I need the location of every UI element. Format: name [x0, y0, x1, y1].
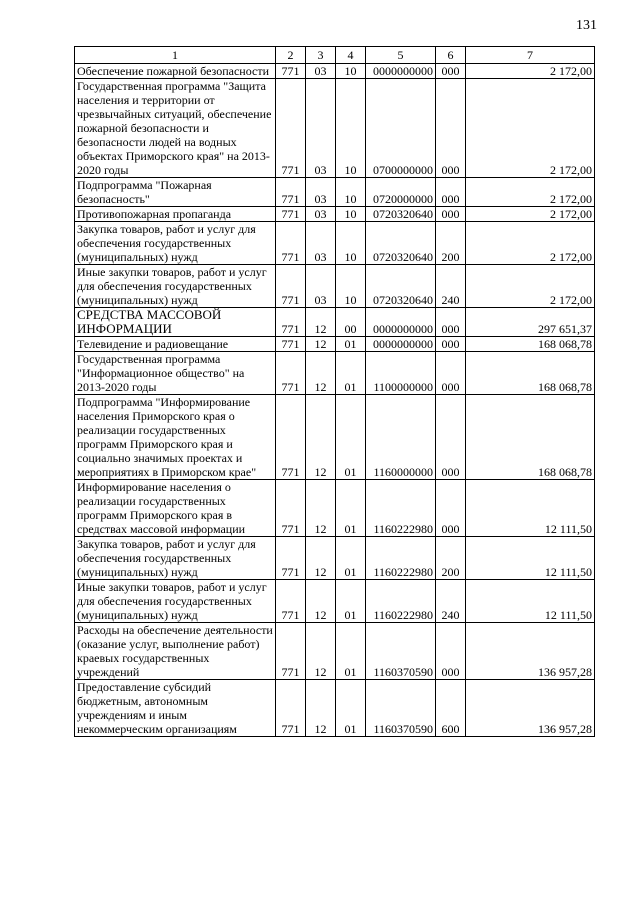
header-col-5: 5: [366, 47, 436, 64]
row-expense-type: 000: [436, 64, 466, 79]
header-col-7: 7: [466, 47, 595, 64]
header-col-2: 2: [276, 47, 306, 64]
row-sum: 136 957,28: [466, 623, 595, 680]
row-subsection-code: 10: [336, 207, 366, 222]
row-expense-type: 000: [436, 480, 466, 537]
row-sum: 12 111,50: [466, 480, 595, 537]
row-ved-code: 771: [276, 352, 306, 395]
row-name: Подпрограмма "Пожарная безопасность": [75, 178, 276, 207]
row-ved-code: 771: [276, 537, 306, 580]
row-ved-code: 771: [276, 395, 306, 480]
row-target-article: 1160370590: [366, 623, 436, 680]
table-row: [75, 79, 595, 178]
row-subsection-code: 01: [336, 352, 366, 395]
row-name: Телевидение и радиовещание: [75, 337, 276, 352]
row-sum: 2 172,00: [466, 265, 595, 308]
row-name: Закупка товаров, работ и услуг для обеспечения государственных (муниципальных) нужд: [75, 222, 276, 265]
row-subsection-code: 10: [336, 79, 366, 178]
row-expense-type: 240: [436, 265, 466, 308]
row-name: Иные закупки товаров, работ и услуг для обеспечения государственных (муниципальных) нужд: [75, 580, 276, 623]
row-sum: 297 651,37: [466, 308, 595, 337]
table-row: [75, 480, 595, 537]
row-subsection-code: 01: [336, 680, 366, 737]
row-target-article: 0720320640: [366, 265, 436, 308]
row-sum: 168 068,78: [466, 395, 595, 480]
row-expense-type: 200: [436, 222, 466, 265]
row-ved-code: 771: [276, 79, 306, 178]
header-col-4: 4: [336, 47, 366, 64]
row-section-code: 03: [306, 178, 336, 207]
row-name: Предоставление субсидий бюджетным, автономным учреждениям и иным некоммерческим организациям: [75, 680, 276, 737]
page-number: 131: [576, 18, 597, 33]
table-row: [75, 623, 595, 680]
row-subsection-code: 01: [336, 623, 366, 680]
row-expense-type: 000: [436, 207, 466, 222]
row-target-article: 0000000000: [366, 308, 436, 337]
row-section-code: 12: [306, 352, 336, 395]
row-sum: 2 172,00: [466, 64, 595, 79]
row-expense-type: 000: [436, 623, 466, 680]
row-expense-type: 000: [436, 337, 466, 352]
row-subsection-code: 01: [336, 337, 366, 352]
row-sum: 2 172,00: [466, 207, 595, 222]
row-ved-code: 771: [276, 265, 306, 308]
row-subsection-code: 01: [336, 480, 366, 537]
row-expense-type: 000: [436, 308, 466, 337]
row-name: Обеспечение пожарной безопасности: [75, 64, 276, 79]
row-section-code: 12: [306, 537, 336, 580]
row-expense-type: 200: [436, 537, 466, 580]
row-sum: 168 068,78: [466, 352, 595, 395]
table-row: [75, 222, 595, 265]
row-sum: 2 172,00: [466, 222, 595, 265]
row-target-article: 1160222980: [366, 580, 436, 623]
row-section-code: 12: [306, 680, 336, 737]
header-col-3: 3: [306, 47, 336, 64]
budget-table: [74, 46, 595, 737]
row-name: Государственная программа "Защита населения и территории от чрезвычайных ситуаций, обеспечение пожарной безопасности и безопасности людей на водных объектах Приморского края" на 2013-2020 годы: [75, 79, 276, 178]
row-target-article: 1160370590: [366, 680, 436, 737]
row-section-code: 03: [306, 265, 336, 308]
table-row: [75, 337, 595, 352]
row-section-code: 12: [306, 480, 336, 537]
row-section-code: 03: [306, 207, 336, 222]
table-row: [75, 580, 595, 623]
table-row: [75, 395, 595, 480]
row-expense-type: 000: [436, 178, 466, 207]
row-section-code: 12: [306, 308, 336, 337]
row-name: Закупка товаров, работ и услуг для обеспечения государственных (муниципальных) нужд: [75, 537, 276, 580]
row-target-article: 1100000000: [366, 352, 436, 395]
row-section-code: 12: [306, 337, 336, 352]
table-row: [75, 207, 595, 222]
table-row: [75, 178, 595, 207]
row-ved-code: 771: [276, 222, 306, 265]
row-subsection-code: 01: [336, 580, 366, 623]
row-ved-code: 771: [276, 64, 306, 79]
row-target-article: 0720320640: [366, 222, 436, 265]
row-sum: 12 111,50: [466, 580, 595, 623]
row-sum: 2 172,00: [466, 79, 595, 178]
row-subsection-code: 01: [336, 537, 366, 580]
row-name: Информирование населения о реализации государственных программ Приморского края в средствах массовой информации: [75, 480, 276, 537]
table-row: [75, 64, 595, 79]
row-target-article: 1160222980: [366, 480, 436, 537]
row-expense-type: 240: [436, 580, 466, 623]
table-header-row: [75, 47, 595, 64]
row-subsection-code: 01: [336, 395, 366, 480]
row-subsection-code: 10: [336, 178, 366, 207]
table-row: [75, 352, 595, 395]
row-target-article: 1160000000: [366, 395, 436, 480]
row-sum: 168 068,78: [466, 337, 595, 352]
header-col-1: 1: [75, 47, 276, 64]
table-row: [75, 680, 595, 737]
table-row: [75, 308, 595, 337]
row-target-article: 0000000000: [366, 337, 436, 352]
row-ved-code: 771: [276, 623, 306, 680]
row-name: СРЕДСТВА МАССОВОЙ ИНФОРМАЦИИ: [75, 308, 276, 337]
row-sum: 136 957,28: [466, 680, 595, 737]
row-section-code: 03: [306, 222, 336, 265]
row-subsection-code: 10: [336, 265, 366, 308]
table-row: [75, 265, 595, 308]
row-target-article: 0000000000: [366, 64, 436, 79]
table-row: [75, 537, 595, 580]
row-name: Подпрограмма "Информирование населения Приморского края о реализации государственных программ Приморского края и социально значимых проектах и мероприятиях в Приморском крае": [75, 395, 276, 480]
row-ved-code: 771: [276, 337, 306, 352]
row-section-code: 03: [306, 79, 336, 178]
row-ved-code: 771: [276, 308, 306, 337]
row-target-article: 1160222980: [366, 537, 436, 580]
row-section-code: 12: [306, 580, 336, 623]
row-expense-type: 600: [436, 680, 466, 737]
row-target-article: 0700000000: [366, 79, 436, 178]
row-name: Государственная программа "Информационное общество" на 2013-2020 годы: [75, 352, 276, 395]
row-name: Расходы на обеспечение деятельности (оказание услуг, выполнение работ) краевых государственных учреждений: [75, 623, 276, 680]
row-sum: 12 111,50: [466, 537, 595, 580]
row-target-article: 0720320640: [366, 207, 436, 222]
row-expense-type: 000: [436, 352, 466, 395]
row-section-code: 12: [306, 395, 336, 480]
row-target-article: 0720000000: [366, 178, 436, 207]
row-ved-code: 771: [276, 680, 306, 737]
row-ved-code: 771: [276, 178, 306, 207]
row-expense-type: 000: [436, 79, 466, 178]
row-section-code: 03: [306, 64, 336, 79]
header-col-6: 6: [436, 47, 466, 64]
row-ved-code: 771: [276, 580, 306, 623]
row-ved-code: 771: [276, 480, 306, 537]
row-ved-code: 771: [276, 207, 306, 222]
row-expense-type: 000: [436, 395, 466, 480]
row-sum: 2 172,00: [466, 178, 595, 207]
row-subsection-code: 10: [336, 64, 366, 79]
row-name: Иные закупки товаров, работ и услуг для обеспечения государственных (муниципальных) нужд: [75, 265, 276, 308]
row-section-code: 12: [306, 623, 336, 680]
row-name: Противопожарная пропаганда: [75, 207, 276, 222]
row-subsection-code: 00: [336, 308, 366, 337]
row-subsection-code: 10: [336, 222, 366, 265]
